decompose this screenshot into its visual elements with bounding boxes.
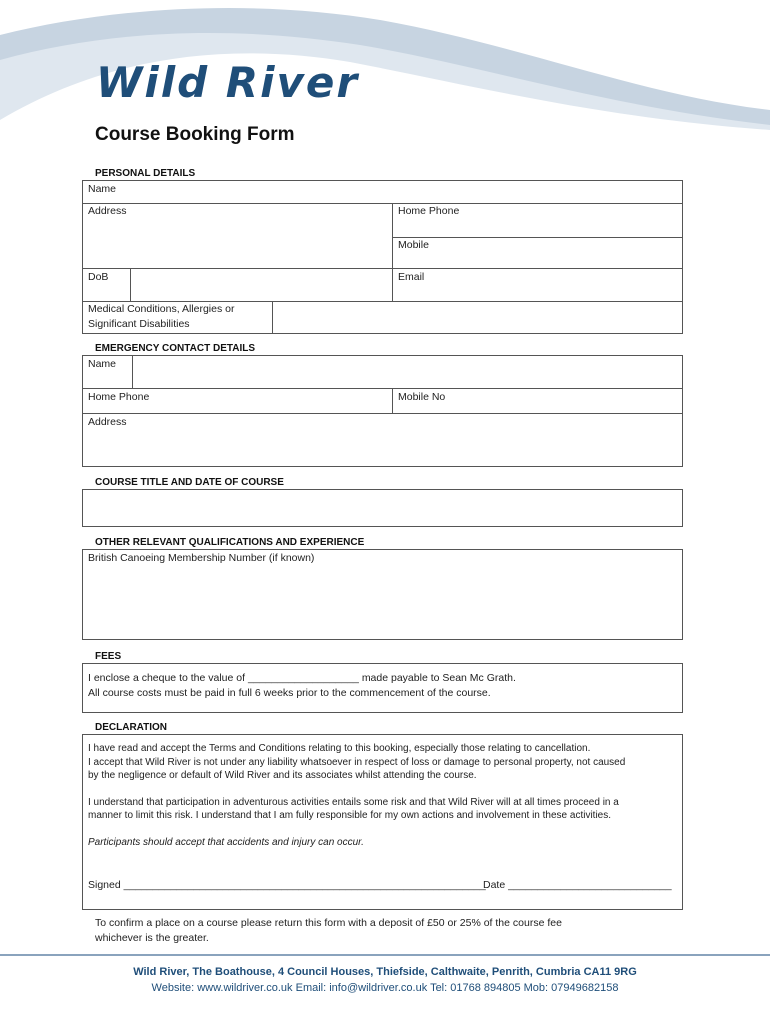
wild-river-logo: Wild River [96, 58, 360, 107]
divider [392, 388, 393, 413]
mobile-label: Mobile [398, 239, 429, 251]
emergency-mobile-label: Mobile No [398, 391, 446, 403]
medical-label-line1: Medical Conditions, Allergies or [88, 303, 235, 315]
footer-contact: Website: www.wildriver.co.uk Email: info@wildriver.co.uk Tel: 01768 894805 Mob: 07949682158 [151, 982, 619, 994]
address-field[interactable] [83, 218, 391, 267]
emergency-name-label: Name [88, 358, 117, 370]
name-label: Name [88, 183, 117, 195]
page-title: Course Booking Form [95, 124, 295, 145]
course-heading: COURSE TITLE AND DATE OF COURSE [95, 477, 284, 488]
name-field[interactable] [130, 181, 682, 202]
declaration-p1-line3: by the negligence or default of Wild River and its associates whilst attending the course. [88, 770, 477, 781]
fees-line1: I enclose a cheque to the value of ___________________ made payable to Sean Mc Grath. [88, 672, 516, 684]
declaration-p1-line1: I have read and accept the Terms and Conditions relating to this booking, especially those relating to cancellation. [88, 743, 591, 754]
dob-label: DoB [88, 271, 109, 283]
qualifications-heading: OTHER RELEVANT QUALIFICATIONS AND EXPERIENCE [95, 537, 365, 548]
address-label: Address [88, 205, 127, 217]
declaration-p2-line1: I understand that participation in adventurous activities entails some risk and that Wild River will at all times proceed in a [88, 797, 619, 808]
emergency-contact-heading: EMERGENCY CONTACT DETAILS [95, 343, 256, 354]
emergency-home-phone-label: Home Phone [88, 391, 150, 403]
emergency-address-label: Address [88, 416, 127, 428]
medical-label-line2: Significant Disabilities [88, 318, 190, 330]
emergency-address-field[interactable] [83, 430, 682, 466]
email-label: Email [398, 271, 425, 283]
confirm-line1: To confirm a place on a course please return this form with a deposit of £50 or 25% of the course fee [95, 917, 562, 929]
fees-line2: All course costs must be paid in full 6 weeks prior to the commencement of the course. [88, 687, 491, 699]
divider [82, 413, 683, 414]
mobile-field[interactable] [440, 238, 682, 267]
date-field[interactable]: Date ____________________________ [483, 879, 672, 891]
personal-details-heading: PERSONAL DETAILS [95, 168, 196, 179]
emergency-name-field[interactable] [133, 356, 682, 387]
course-title-field[interactable] [82, 489, 683, 527]
emergency-home-phone-field[interactable] [160, 389, 391, 412]
email-field[interactable] [430, 269, 682, 300]
signature-field[interactable]: Signed ______________________________________________________________ [88, 879, 486, 891]
medical-field[interactable] [273, 302, 682, 333]
fees-heading: FEES [95, 651, 122, 662]
membership-label: British Canoeing Membership Number (if known) [88, 552, 315, 564]
qualifications-field[interactable] [83, 568, 682, 639]
dob-field[interactable] [131, 269, 391, 300]
footer-address: Wild River, The Boathouse, 4 Council Houses, Thiefside, Calthwaite, Penrith, Cumbria CA11 9RG [133, 966, 637, 978]
home-phone-label: Home Phone [398, 205, 460, 217]
declaration-heading: DECLARATION [95, 722, 168, 733]
footer-rule [0, 954, 770, 956]
declaration-p1-line2: I accept that Wild River is not under any liability whatsoever in respect of loss or damage to personal property, not caused [88, 757, 626, 768]
emergency-mobile-field[interactable] [455, 389, 682, 412]
confirm-line2: whichever is the greater. [95, 932, 209, 944]
declaration-p2-line2: manner to limit this risk. I understand that I am fully responsible for my own actions and involvement in these activities. [88, 810, 612, 821]
home-phone-field[interactable] [470, 204, 682, 236]
declaration-note: Participants should accept that accidents and injury can occur. [88, 837, 364, 848]
divider [392, 203, 393, 301]
